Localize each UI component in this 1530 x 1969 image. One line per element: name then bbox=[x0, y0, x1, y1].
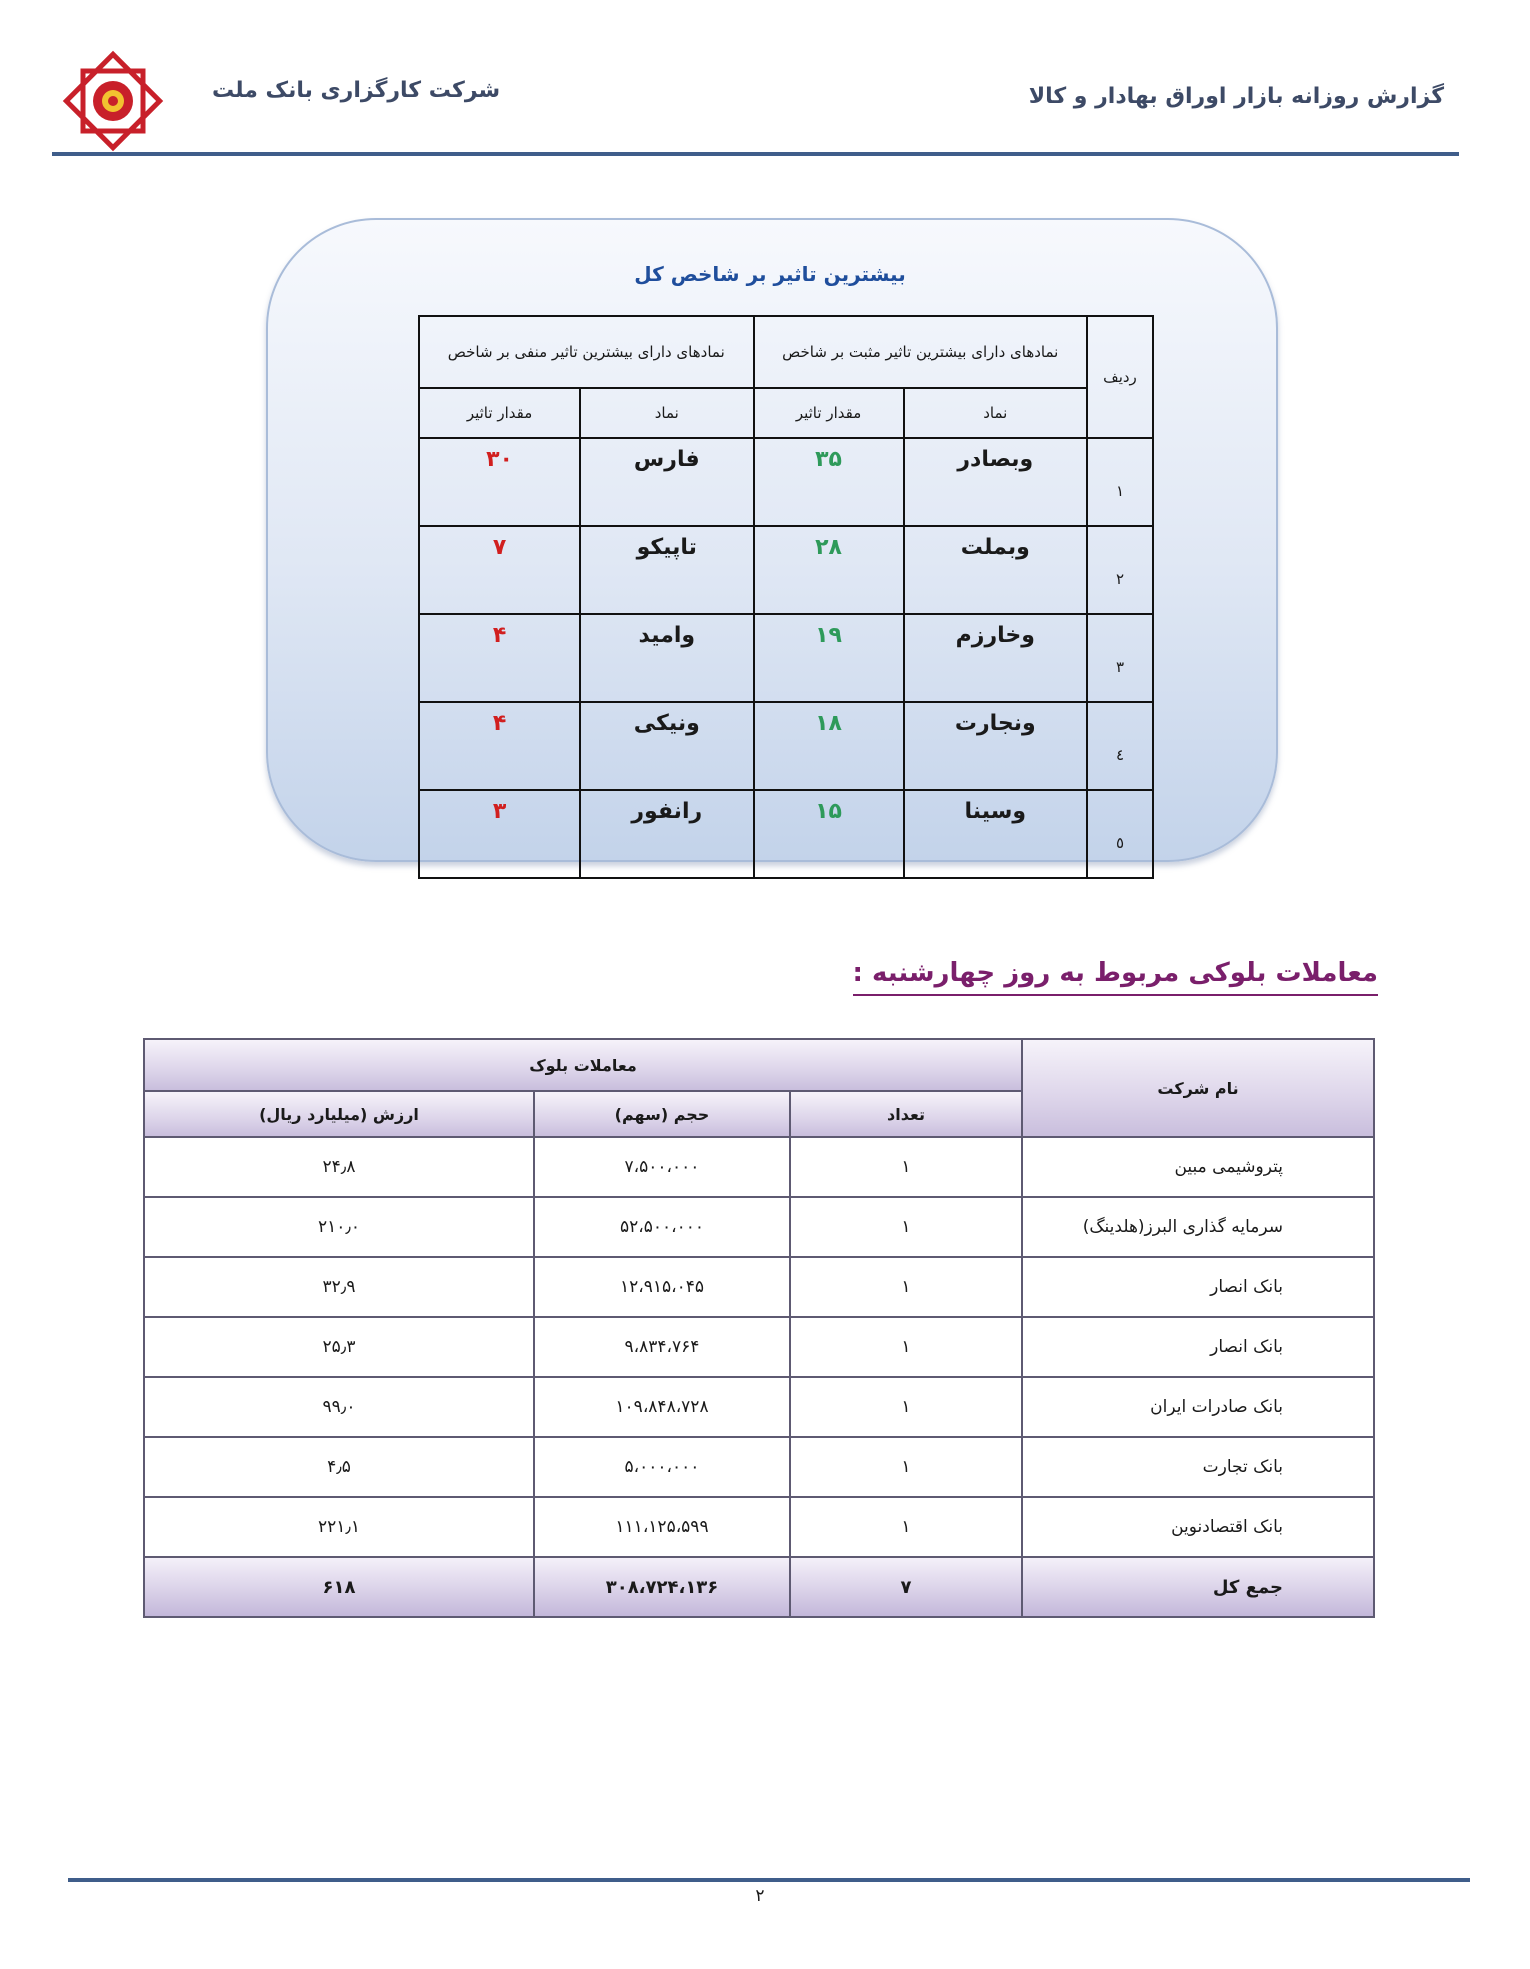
sub-value-header: مقدار تاثیر bbox=[754, 388, 904, 438]
row-index: ٢ bbox=[1087, 526, 1153, 614]
table-row bbox=[144, 1137, 1374, 1197]
table-row bbox=[144, 1497, 1374, 1557]
company-cell: بانک اقتصادنوین bbox=[1022, 1497, 1374, 1557]
total-volume: ۳۰۸،۷۲۴،۱۳۶ bbox=[534, 1557, 790, 1617]
count-cell: ۱ bbox=[790, 1197, 1022, 1257]
volume-cell: ۱۰۹،۸۴۸،۷۲۸ bbox=[534, 1377, 790, 1437]
company-cell: بانک انصار bbox=[1022, 1317, 1374, 1377]
count-cell: ۱ bbox=[790, 1317, 1022, 1377]
row-index: ١ bbox=[1087, 438, 1153, 526]
row-index: ٤ bbox=[1087, 702, 1153, 790]
positive-symbol: وبملت bbox=[904, 526, 1087, 614]
sub-symbol-header: نماد bbox=[904, 388, 1087, 438]
impact-title: بیشترین تاثیر بر شاخص کل bbox=[634, 262, 906, 286]
row-index: ٣ bbox=[1087, 614, 1153, 702]
company-cell: بانک تجارت bbox=[1022, 1437, 1374, 1497]
sub-value-header: مقدار تاثیر bbox=[419, 388, 580, 438]
table-row bbox=[419, 526, 1153, 614]
company-name: شرکت کارگزاری بانک ملت bbox=[212, 78, 501, 103]
positive-value: ۱۵ bbox=[754, 790, 904, 878]
bank-mellat-logo-icon bbox=[58, 46, 168, 156]
footer-divider bbox=[68, 1878, 1470, 1882]
value-cell: ۳۲٫۹ bbox=[144, 1257, 534, 1317]
positive-value: ۱۹ bbox=[754, 614, 904, 702]
col-group-header: معاملات بلوک bbox=[144, 1039, 1022, 1091]
company-cell: سرمایه گذاری البرز(هلدینگ) bbox=[1022, 1197, 1374, 1257]
positive-value: ۲۸ bbox=[754, 526, 904, 614]
col-row-header: ردیف bbox=[1087, 316, 1153, 438]
col-count-header: تعداد bbox=[790, 1091, 1022, 1137]
block-trades-table bbox=[143, 1038, 1375, 1618]
table-row bbox=[419, 614, 1153, 702]
negative-value: ۴ bbox=[419, 702, 580, 790]
table-row bbox=[144, 1317, 1374, 1377]
negative-symbol: فارس bbox=[580, 438, 753, 526]
count-cell: ۱ bbox=[790, 1137, 1022, 1197]
volume-cell: ۵،۰۰۰،۰۰۰ bbox=[534, 1437, 790, 1497]
positive-symbol: وبصادر bbox=[904, 438, 1087, 526]
table-row bbox=[144, 1377, 1374, 1437]
block-trades-heading: معاملات بلوکی مربوط به روز چهارشنبه : bbox=[853, 958, 1378, 996]
positive-symbol: وسینا bbox=[904, 790, 1087, 878]
impact-table bbox=[418, 315, 1154, 879]
col-value-header: ارزش (میلیارد ریال) bbox=[144, 1091, 534, 1137]
negative-value: ۴ bbox=[419, 614, 580, 702]
total-value: ۶۱۸ bbox=[144, 1557, 534, 1617]
company-cell: بانک انصار bbox=[1022, 1257, 1374, 1317]
company-cell: پتروشیمی مبین bbox=[1022, 1137, 1374, 1197]
col-positive-header: نمادهای دارای بیشترین تاثیر مثبت بر شاخص bbox=[754, 316, 1088, 388]
value-cell: ۲۵٫۳ bbox=[144, 1317, 534, 1377]
volume-cell: ۱۱۱،۱۲۵،۵۹۹ bbox=[534, 1497, 790, 1557]
volume-cell: ۱۲،۹۱۵،۰۴۵ bbox=[534, 1257, 790, 1317]
col-negative-header: نمادهای دارای بیشترین تاثیر منفی بر شاخص bbox=[419, 316, 754, 388]
row-index: ٥ bbox=[1087, 790, 1153, 878]
volume-cell: ۹،۸۳۴،۷۶۴ bbox=[534, 1317, 790, 1377]
company-cell: بانک صادرات ایران bbox=[1022, 1377, 1374, 1437]
table-row bbox=[144, 1257, 1374, 1317]
col-company-header: نام شرکت bbox=[1022, 1039, 1374, 1137]
table-row bbox=[144, 1437, 1374, 1497]
negative-symbol: ونیکی bbox=[580, 702, 753, 790]
volume-cell: ۵۲،۵۰۰،۰۰۰ bbox=[534, 1197, 790, 1257]
positive-symbol: وخارزم bbox=[904, 614, 1087, 702]
volume-cell: ۷،۵۰۰،۰۰۰ bbox=[534, 1137, 790, 1197]
value-cell: ۲۲۱٫۱ bbox=[144, 1497, 534, 1557]
header-divider bbox=[52, 152, 1459, 156]
count-cell: ۱ bbox=[790, 1257, 1022, 1317]
page-number: ۲ bbox=[755, 1886, 765, 1906]
value-cell: ۲۴٫۸ bbox=[144, 1137, 534, 1197]
count-cell: ۱ bbox=[790, 1497, 1022, 1557]
table-row bbox=[144, 1197, 1374, 1257]
positive-symbol: ونجارت bbox=[904, 702, 1087, 790]
value-cell: ۲۱۰٫۰ bbox=[144, 1197, 534, 1257]
count-cell: ۱ bbox=[790, 1437, 1022, 1497]
negative-value: ۷ bbox=[419, 526, 580, 614]
table-row bbox=[419, 702, 1153, 790]
total-row bbox=[144, 1557, 1374, 1617]
value-cell: ۹۹٫۰ bbox=[144, 1377, 534, 1437]
table-row bbox=[419, 790, 1153, 878]
negative-value: ۳ bbox=[419, 790, 580, 878]
negative-symbol: رانفور bbox=[580, 790, 753, 878]
sub-symbol-header: نماد bbox=[580, 388, 753, 438]
positive-value: ۳۵ bbox=[754, 438, 904, 526]
negative-value: ۳۰ bbox=[419, 438, 580, 526]
table-row bbox=[419, 438, 1153, 526]
value-cell: ۴٫۵ bbox=[144, 1437, 534, 1497]
negative-symbol: تاپیکو bbox=[580, 526, 753, 614]
count-cell: ۱ bbox=[790, 1377, 1022, 1437]
report-title: گزارش روزانه بازار اوراق بهادار و کالا bbox=[1028, 84, 1444, 109]
total-count: ۷ bbox=[790, 1557, 1022, 1617]
negative-symbol: وامید bbox=[580, 614, 753, 702]
positive-value: ۱۸ bbox=[754, 702, 904, 790]
col-volume-header: حجم (سهم) bbox=[534, 1091, 790, 1137]
total-label: جمع کل bbox=[1022, 1557, 1374, 1617]
